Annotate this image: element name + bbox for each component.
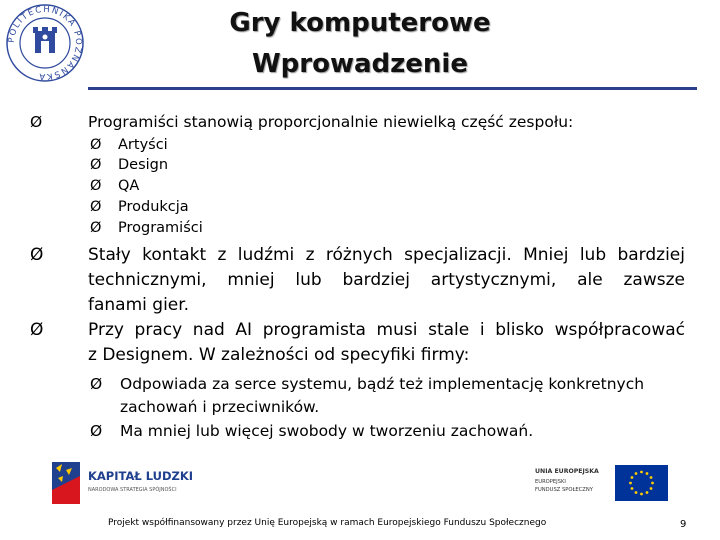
eu-star-icon xyxy=(631,476,634,479)
eu-flag-icon xyxy=(615,465,668,501)
sub-bullet-line: Odpowiada za serce systemu, bądź też implementację konkretnych xyxy=(120,375,645,393)
funding-credit: Projekt współfinansowany przez Unię Europejską w ramach Europejskiego Funduszu Społecznego xyxy=(108,518,547,528)
eu-star-icon xyxy=(651,482,654,485)
arrow-bullet-icon: Ø xyxy=(90,422,103,440)
sub-bullet-text: Programiści xyxy=(118,220,203,236)
kapital-title: KAPITAŁ LUDZKI xyxy=(88,469,194,483)
eu-star-icon xyxy=(629,482,632,485)
sub-bullet-line: Ma mniej lub więcej swobody w tworzeniu zachowań. xyxy=(120,422,534,440)
eu-star-icon xyxy=(646,472,649,475)
arrow-bullet-icon: Ø xyxy=(90,178,102,194)
university-logo xyxy=(5,3,85,83)
sub-bullet-line: zachowań i przeciwników. xyxy=(120,398,320,416)
kapital-subtitle: NARODOWA STRATEGIA SPÓJNOŚCI xyxy=(88,487,177,493)
arrow-bullet-icon: Ø xyxy=(30,320,44,340)
arrow-bullet-icon: Ø xyxy=(90,220,102,236)
eu-star-icon xyxy=(640,471,643,474)
eu-star-icon xyxy=(646,491,649,494)
eu-star-icon xyxy=(640,493,643,496)
kapital-ludzki-logo xyxy=(52,460,202,508)
eu-star-icon xyxy=(650,487,653,490)
logo-ring-text: POLITECHNIKA POZNAŃSKA xyxy=(6,4,84,82)
eu-star-icon xyxy=(650,476,653,479)
eu-star-icon xyxy=(631,487,634,490)
paragraph-line: Przy pracy nad AI programista musi stale i blisko współpracować xyxy=(88,320,685,340)
sub-bullet-text: QA xyxy=(118,178,140,194)
arrow-bullet-icon: Ø xyxy=(30,113,43,131)
eu-social-fund-logo xyxy=(535,463,670,503)
page-number: 9 xyxy=(680,519,687,530)
paragraph-line: Stały kontakt z ludźmi z różnych specjalizacji. Mniej lub bardziej xyxy=(88,245,685,265)
sub-bullet-text: Design xyxy=(118,157,169,173)
eu-line-2: EUROPEJSKI xyxy=(535,479,566,485)
slide-title: Gry komputerowe xyxy=(229,8,491,38)
bullet-text: Programiści stanowią proporcjonalnie niewielką część zespołu: xyxy=(88,113,574,131)
arrow-bullet-icon: Ø xyxy=(90,137,102,153)
sub-bullet-text: Artyści xyxy=(118,137,168,153)
paragraph-line: fanami gier. xyxy=(88,295,190,315)
eu-star-icon xyxy=(635,491,638,494)
title-divider xyxy=(88,87,697,90)
eu-line-1: UNIA EUROPEJSKA xyxy=(535,468,599,475)
paragraph-line: z Designem. W zależności od specyfiki firmy: xyxy=(88,345,470,365)
eu-star-icon xyxy=(635,472,638,475)
paragraph-line: technicznymi, mniej lub bardziej artystycznymi, ale zawsze xyxy=(88,270,685,290)
slide-subtitle: Wprowadzenie xyxy=(252,49,468,79)
arrow-bullet-icon: Ø xyxy=(90,157,102,173)
sub-bullet-text: Produkcja xyxy=(118,199,189,215)
eu-line-3: FUNDUSZ SPOŁECZNY xyxy=(535,487,593,493)
arrow-bullet-icon: Ø xyxy=(90,375,103,393)
arrow-bullet-icon: Ø xyxy=(30,245,44,265)
arrow-bullet-icon: Ø xyxy=(90,199,102,215)
